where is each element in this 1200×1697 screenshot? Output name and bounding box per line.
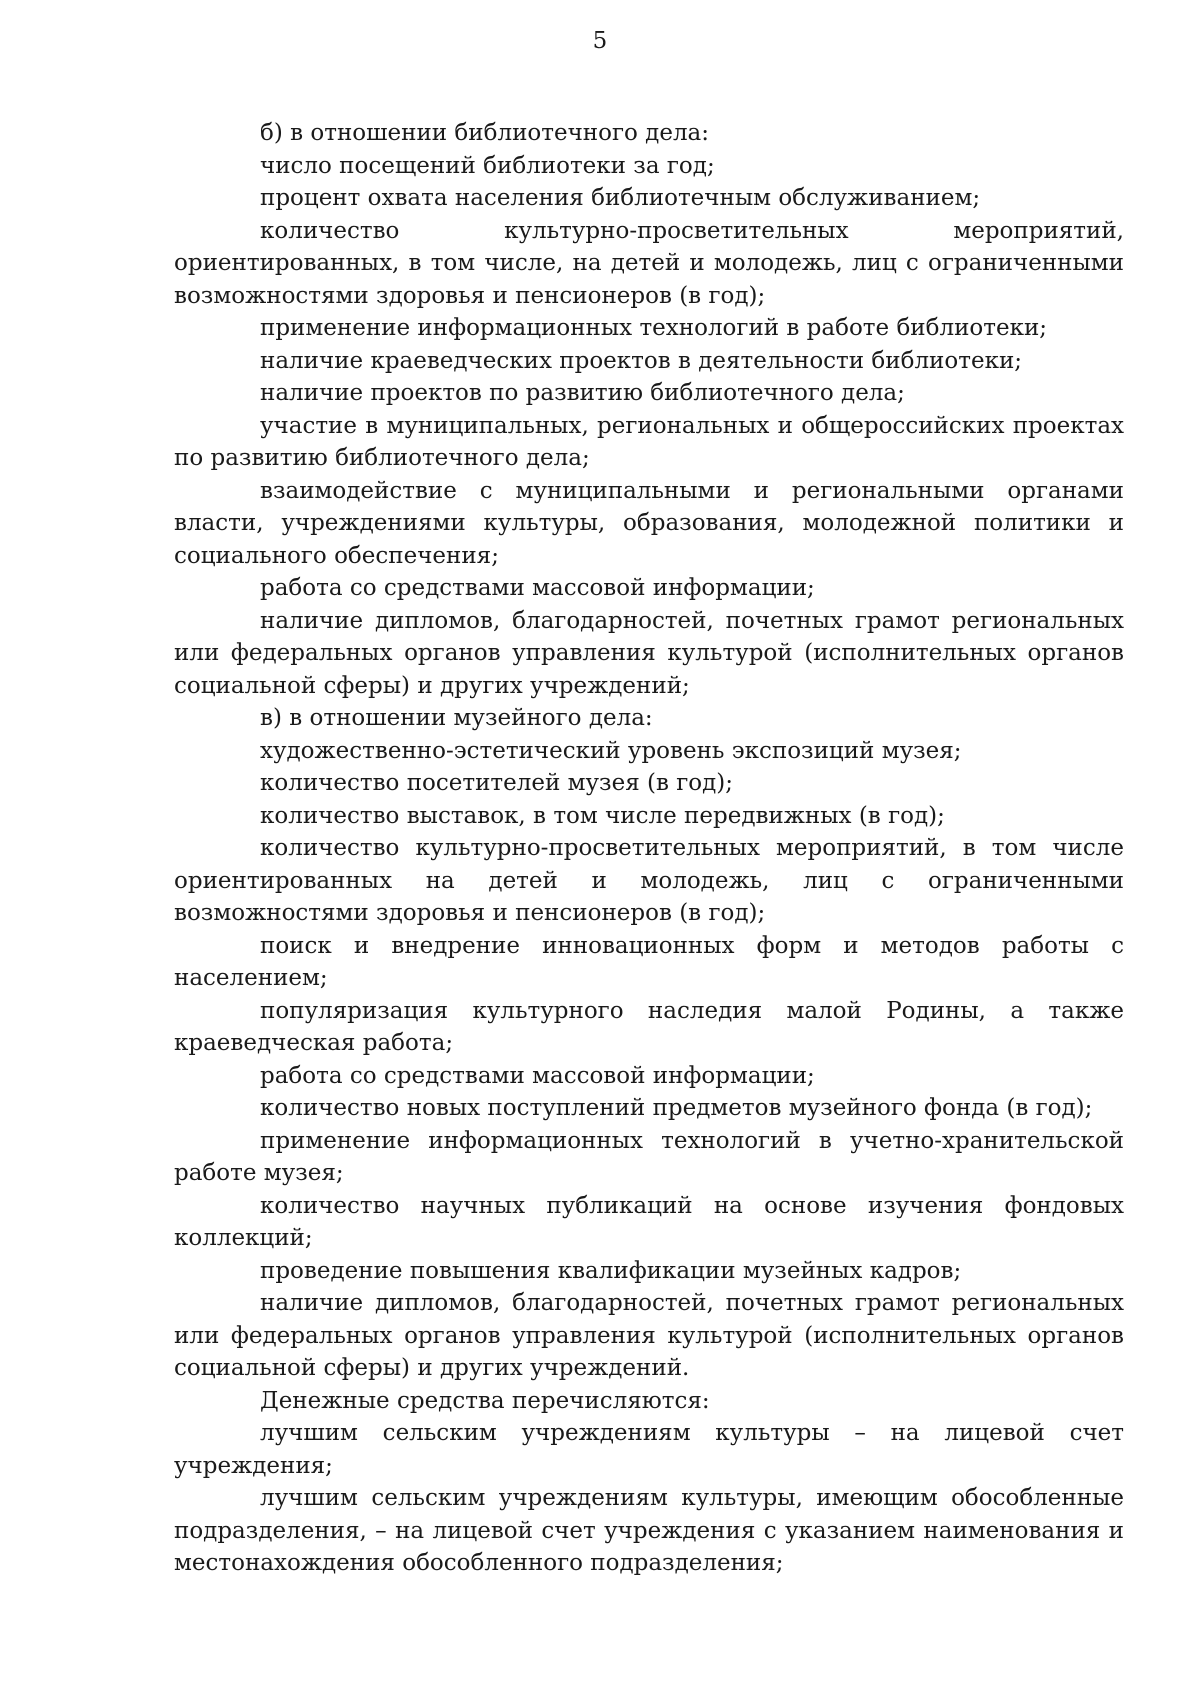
paragraph: Денежные средства перечисляются: — [260, 1387, 710, 1414]
paragraph: участие в муниципальных, региональных и общероссийских проектах по развитию библиотечного дела; — [174, 412, 1124, 471]
paragraph: поиск и внедрение инновационных форм и методов работы с населением; — [174, 932, 1124, 991]
paragraph: число посещений библиотеки за год; — [260, 152, 715, 179]
paragraph: художественно-эстетический уровень экспозиций музея; — [260, 737, 962, 764]
paragraph: наличие краеведческих проектов в деятельности библиотеки; — [260, 347, 1023, 374]
paragraph: количество культурно-просветительных мероприятий, ориентированных, в том числе, на детей и молодежь, лиц с ограниченными возможностями здоровья и пенсионеров (в год); — [174, 217, 1124, 309]
paragraph: б) в отношении библиотечного дела: — [260, 120, 710, 146]
paragraph: количество культурно-просветительных мероприятий, в том числе ориентированных на детей и молодежь, лиц с ограниченными возможностями здоровья и пенсионеров (в год); — [174, 835, 1124, 926]
paragraph: количество выставок, в том числе передвижных (в год); — [260, 802, 945, 829]
paragraph: популяризация культурного наследия малой Родины, а также краеведческая работа; — [174, 997, 1124, 1056]
paragraph: количество посетителей музея (в год); — [260, 770, 734, 796]
paragraph: процент охвата населения библиотечным обслуживанием; — [260, 185, 981, 211]
paragraph: количество научных публикаций на основе изучения фондовых коллекций; — [174, 1192, 1124, 1251]
paragraph: работа со средствами массовой информации; — [260, 575, 815, 601]
paragraph: наличие дипломов, благодарностей, почетных грамот региональных или федеральных органов управления культурой (исполнительных органов социальной сферы) и других учреждений; — [174, 607, 1124, 699]
page-number: 5 — [592, 28, 608, 54]
paragraph: проведение повышения квалификации музейных кадров; — [260, 1257, 962, 1284]
paragraph: количество новых поступлений предметов музейного фонда (в год); — [260, 1095, 1093, 1121]
paragraph: в) в отношении музейного дела: — [260, 705, 653, 731]
paragraph: наличие дипломов, благодарностей, почетных грамот региональных или федеральных органов управления культурой (исполнительных органов социальной сферы) и других учреждений. — [174, 1290, 1124, 1381]
document-body — [174, 117, 1124, 1580]
paragraph: взаимодействие с муниципальными и региональными органами власти, учреждениями культуры, образования, молодежной политики и социального обеспечения; — [174, 477, 1124, 569]
paragraph: применение информационных технологий в работе библиотеки; — [260, 315, 1048, 341]
paragraph: лучшим сельским учреждениям культуры – на лицевой счет учреждения; — [174, 1420, 1124, 1479]
paragraph: работа со средствами массовой информации; — [260, 1062, 815, 1089]
paragraph: наличие проектов по развитию библиотечного дела; — [260, 380, 905, 406]
paragraph: лучшим сельским учреждениям культуры, имеющим обособленные подразделения, – на лицевой счет учреждения с указанием наименования и местонахождения обособленного подразделения; — [174, 1485, 1124, 1576]
paragraph: применение информационных технологий в учетно-хранительской работе музея; — [174, 1127, 1124, 1186]
